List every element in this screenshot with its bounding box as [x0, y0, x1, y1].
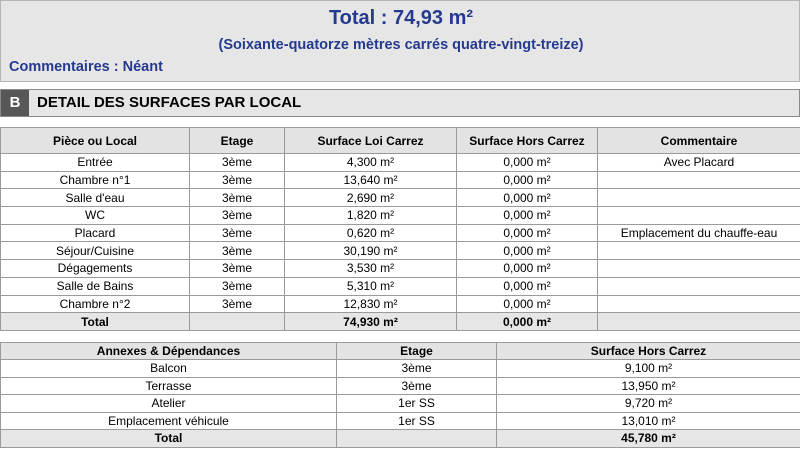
- comment-cell: [598, 295, 800, 313]
- carrez-surface-cell: 30,190 m²: [285, 242, 457, 260]
- non-carrez-surface-cell: 13,010 m²: [497, 412, 800, 430]
- room-cell: Chambre n°1: [1, 171, 190, 189]
- non-carrez-surface-cell: 9,100 m²: [497, 360, 800, 378]
- table-row: [1, 377, 800, 395]
- carrez-surface-cell: 3,530 m²: [285, 260, 457, 278]
- comment-cell: [598, 207, 800, 225]
- table-total-row: [1, 313, 800, 331]
- table-row: [1, 242, 800, 260]
- floor-cell: 3ème: [190, 224, 285, 242]
- total-non-carrez-surface-cell: 0,000 m²: [457, 313, 598, 331]
- carrez-surface-cell: 12,830 m²: [285, 295, 457, 313]
- total-surface-in-words: (Soixante-quatorze mètres carrés quatre-vingt-treize): [218, 37, 584, 53]
- surfaces-table: [0, 127, 800, 331]
- table-row: [1, 277, 800, 295]
- table-header-row: [1, 343, 800, 360]
- floor-cell: 3ème: [190, 171, 285, 189]
- column-header-room: Pièce ou Local: [1, 128, 190, 154]
- table-row: [1, 171, 800, 189]
- table-row: [1, 395, 800, 413]
- total-label-cell: Total: [1, 313, 190, 331]
- column-header-annex: Annexes & Dépendances: [1, 343, 337, 360]
- non-carrez-surface-cell: 0,000 m²: [457, 260, 598, 278]
- comments-line: Commentaires : Néant: [9, 59, 163, 75]
- floor-cell: 3ème: [190, 242, 285, 260]
- room-cell: Salle de Bains: [1, 277, 190, 295]
- annex-cell: Emplacement véhicule: [1, 412, 337, 430]
- table-row: [1, 154, 800, 172]
- table-row: [1, 412, 800, 430]
- room-cell: Dégagements: [1, 260, 190, 278]
- total-carrez-surface-cell: 74,930 m²: [285, 313, 457, 331]
- column-header-non-carrez-surface: Surface Hors Carrez: [497, 343, 800, 360]
- floor-cell: 3ème: [190, 260, 285, 278]
- annex-cell: Terrasse: [1, 377, 337, 395]
- annexes-table: [0, 342, 800, 448]
- non-carrez-surface-cell: 0,000 m²: [457, 295, 598, 313]
- room-cell: Placard: [1, 224, 190, 242]
- non-carrez-surface-cell: 0,000 m²: [457, 224, 598, 242]
- table-row: [1, 207, 800, 225]
- table-row: [1, 224, 800, 242]
- non-carrez-surface-cell: 0,000 m²: [457, 154, 598, 172]
- comment-cell: [598, 171, 800, 189]
- non-carrez-surface-cell: 13,950 m²: [497, 377, 800, 395]
- column-header-comment: Commentaire: [598, 128, 800, 154]
- annex-cell: Balcon: [1, 360, 337, 378]
- carrez-surface-cell: 5,310 m²: [285, 277, 457, 295]
- floor-cell: 3ème: [190, 207, 285, 225]
- room-cell: Entrée: [1, 154, 190, 172]
- column-header-carrez-surface: Surface Loi Carrez: [285, 128, 457, 154]
- column-header-non-carrez-surface: Surface Hors Carrez: [457, 128, 598, 154]
- non-carrez-surface-cell: 0,000 m²: [457, 277, 598, 295]
- section-title: DETAIL DES SURFACES PAR LOCAL: [37, 94, 302, 111]
- room-cell: Chambre n°2: [1, 295, 190, 313]
- carrez-surface-cell: 1,820 m²: [285, 207, 457, 225]
- floor-cell: 3ème: [190, 295, 285, 313]
- table-row: [1, 189, 800, 207]
- floor-cell: 1er SS: [337, 395, 497, 413]
- floor-cell: 1er SS: [337, 412, 497, 430]
- non-carrez-surface-cell: 0,000 m²: [457, 242, 598, 260]
- section-header: [0, 89, 800, 117]
- non-carrez-surface-cell: 9,720 m²: [497, 395, 800, 413]
- total-label-cell: Total: [1, 430, 337, 448]
- annex-cell: Atelier: [1, 395, 337, 413]
- floor-cell: 3ème: [190, 189, 285, 207]
- floor-cell: [190, 313, 285, 331]
- column-header-floor: Etage: [337, 343, 497, 360]
- section-letter-badge: B: [1, 90, 29, 116]
- table-header-row: [1, 128, 800, 154]
- room-cell: WC: [1, 207, 190, 225]
- total-non-carrez-surface-cell: 45,780 m²: [497, 430, 800, 448]
- floor-cell: [337, 430, 497, 448]
- table-row: [1, 260, 800, 278]
- comment-cell: [598, 277, 800, 295]
- surface-summary-panel: [0, 0, 800, 82]
- comment-cell: Emplacement du chauffe-eau: [598, 224, 800, 242]
- table-row: [1, 360, 800, 378]
- floor-cell: 3ème: [337, 360, 497, 378]
- non-carrez-surface-cell: 0,000 m²: [457, 189, 598, 207]
- floor-cell: 3ème: [190, 154, 285, 172]
- comment-cell: [598, 260, 800, 278]
- room-cell: Séjour/Cuisine: [1, 242, 190, 260]
- comment-cell: [598, 242, 800, 260]
- carrez-surface-cell: 4,300 m²: [285, 154, 457, 172]
- carrez-surface-cell: 13,640 m²: [285, 171, 457, 189]
- comment-cell: [598, 189, 800, 207]
- column-header-floor: Etage: [190, 128, 285, 154]
- carrez-surface-cell: 2,690 m²: [285, 189, 457, 207]
- comment-cell: [598, 313, 800, 331]
- comment-cell: Avec Placard: [598, 154, 800, 172]
- table-row: [1, 295, 800, 313]
- floor-cell: 3ème: [190, 277, 285, 295]
- non-carrez-surface-cell: 0,000 m²: [457, 171, 598, 189]
- room-cell: Salle d'eau: [1, 189, 190, 207]
- floor-cell: 3ème: [337, 377, 497, 395]
- non-carrez-surface-cell: 0,000 m²: [457, 207, 598, 225]
- carrez-surface-cell: 0,620 m²: [285, 224, 457, 242]
- total-surface-title: Total : 74,93 m²: [328, 7, 474, 29]
- table-total-row: [1, 430, 800, 448]
